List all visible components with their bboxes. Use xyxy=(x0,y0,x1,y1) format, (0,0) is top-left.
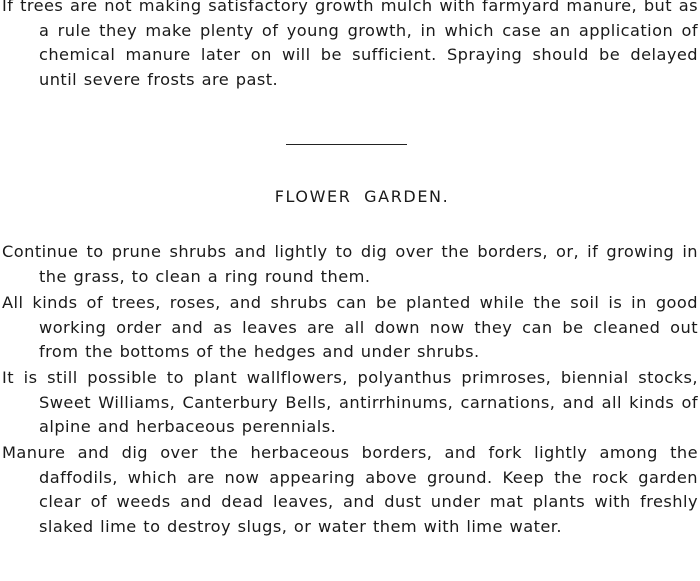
paragraph-prune-shrubs: Continue to prune shrubs and lightly to dig over the borders, or, if growing in the grass, to clean a ring round them. xyxy=(2,242,698,286)
section-divider xyxy=(286,144,407,145)
paragraph-planting: All kinds of trees, roses, and shrubs can be planted while the soil is in good working order and as leaves are all down now they can be cleaned out from the bottoms of the hedges and under shrubs. xyxy=(2,293,698,362)
intro-paragraph: If trees are not making satisfactory growth mulch with farmyard manure, but as a rule they make plenty of young growth, in which case an application of chemical manure later on will be sufficient. Spraying should be delayed until severe frosts are past. xyxy=(2,0,698,89)
paragraph-manure-borders: Manure and dig over the herbaceous borders, and fork lightly among the daffodils, which are now appearing above ground. Keep the rock garden clear of weeds and dead leaves, and dust under mat plants with freshly slaked lime to destroy slugs, or water them with lime water. xyxy=(2,443,698,536)
paragraph-wallflowers: It is still possible to plant wallflowers, polyanthus primroses, biennial stocks, Sweet Williams, Canterbury Bells, antirrhinums, carnations, and all kinds of alpine and herbaceous perennials. xyxy=(2,368,698,437)
section-heading: FLOWER GARDEN. xyxy=(274,187,450,206)
